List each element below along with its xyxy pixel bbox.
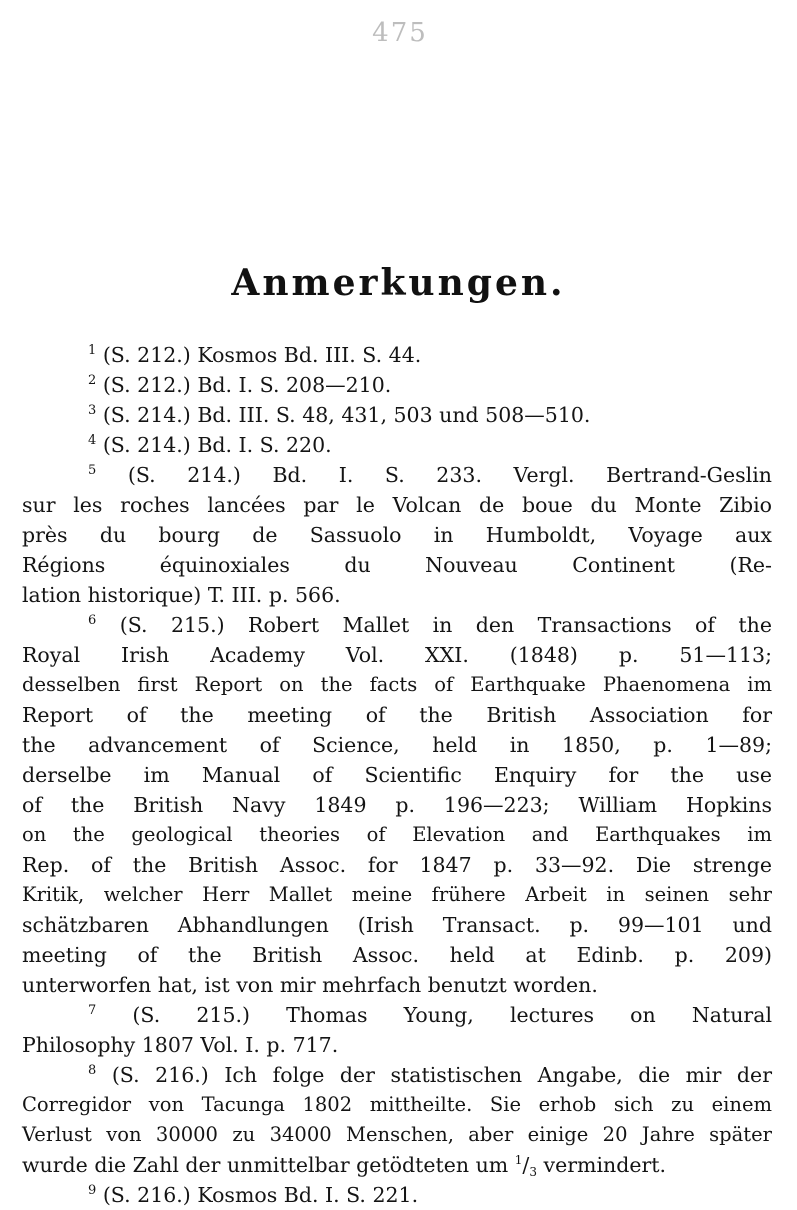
note-number: 8 [88, 1063, 97, 1078]
note-line: Rep. of the British Assoc. for 1847 p. 33—92. Die strenge [22, 853, 772, 877]
note-number: 5 [88, 463, 97, 478]
note-6 [22, 610, 772, 1000]
note-line [22, 610, 772, 640]
note-line: Verlust von 30000 zu 34000 Menschen, aber einige 20 Jahre später [22, 1123, 772, 1146]
note-number: 6 [88, 613, 97, 628]
note-line [22, 460, 772, 490]
note-text: (S. 214.) Bd. I. S. 233. Vergl. Bertrand-Geslin [127, 463, 772, 487]
note-line: on the geological theories of Elevation and Earthquakes im [22, 823, 772, 846]
note-line: près du bourg de Sassuolo in Humboldt, Voyage aux [22, 523, 772, 547]
note-line: Corregidor von Tacunga 1802 mittheilte. Sie erhob sich zu einem [22, 1093, 772, 1116]
note-8 [22, 1060, 772, 1180]
note-2 [22, 370, 772, 400]
note-text: wurde die Zahl der unmittelbar getödteten um [22, 1153, 509, 1177]
note-line [22, 1150, 772, 1180]
note-line [22, 1000, 772, 1030]
note-number: 1 [88, 343, 97, 358]
note-line: schätzbaren Abhandlungen (Irish Transact. p. 99—101 und [22, 913, 772, 937]
note-number: 7 [88, 1003, 97, 1018]
note-text: (S. 214.) Bd. III. S. 48, 431, 503 und 508—510. [102, 403, 591, 427]
note-text: (S. 212.) Bd. I. S. 208—210. [102, 373, 392, 397]
page-number: 475 [372, 18, 428, 48]
note-number: 2 [88, 373, 97, 388]
note-text: (S. 215.) Robert Mallet in den Transactions of the [119, 613, 772, 637]
note-line: Royal Irish Academy Vol. XXI. (1848) p. 51—113; [22, 643, 772, 667]
note-line: Kritik, welcher Herr Mallet meine frühere Arbeit in seinen sehr [22, 883, 772, 906]
note-line: the advancement of Science, held in 1850, p. 1—89; [22, 733, 772, 757]
page-title: Anmerkungen. [231, 262, 566, 304]
note-text: (S. 215.) Thomas Young, lectures on Natural [132, 1003, 772, 1027]
note-5 [22, 460, 772, 610]
note-7 [22, 1000, 772, 1060]
note-1 [22, 340, 772, 370]
note-text: (S. 214.) Bd. I. S. 220. [102, 433, 332, 457]
note-line: lation historique) T. III. p. 566. [22, 583, 341, 607]
note-line: Report of the meeting of the British Association for [22, 703, 772, 727]
fraction-denominator: 3 [529, 1165, 537, 1179]
note-text: (S. 216.) Ich folge der statistischen Angabe, die mir der [111, 1063, 772, 1087]
note-line: desselben first Report on the facts of Earthquake Phaenomena im [22, 673, 772, 696]
fraction-numerator: 1 [514, 1153, 523, 1167]
note-line: Régions équinoxiales du Nouveau Continent (Re- [22, 553, 772, 577]
note-text: (S. 212.) Kosmos Bd. III. S. 44. [102, 343, 422, 367]
note-text: (S. 216.) Kosmos Bd. I. S. 221. [102, 1183, 419, 1207]
note-line: derselbe im Manual of Scientific Enquiry for the use [22, 763, 772, 787]
note-4 [22, 430, 772, 460]
note-line: meeting of the British Assoc. held at Edinb. p. 209) [22, 943, 772, 967]
note-line: unterworfen hat, ist von mir mehrfach benutzt worden. [22, 973, 598, 997]
note-line: Philosophy 1807 Vol. I. p. 717. [22, 1033, 339, 1057]
footnotes-list [22, 340, 772, 1210]
note-line: sur les roches lancées par le Volcan de boue du Monte Zibio [22, 493, 772, 517]
note-9 [22, 1180, 772, 1210]
note-number: 9 [88, 1183, 97, 1198]
fraction: $^1/_3$ [514, 1153, 537, 1179]
note-number: 3 [88, 403, 97, 418]
note-3 [22, 400, 772, 430]
note-number: 4 [88, 433, 97, 448]
note-line [22, 1060, 772, 1090]
note-text: vermindert. [543, 1153, 667, 1177]
note-line: of the British Navy 1849 p. 196—223; William Hopkins [22, 793, 772, 817]
